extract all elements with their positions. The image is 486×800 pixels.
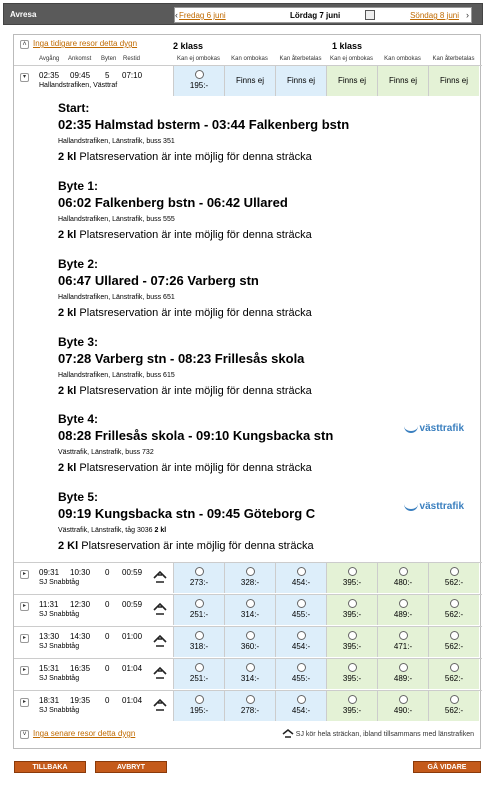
logo-text: västtrafik — [419, 423, 464, 434]
chevron-up-icon: ˄ — [20, 40, 29, 49]
trip-row[interactable] — [14, 626, 482, 656]
trip-row[interactable] — [14, 594, 482, 624]
price-cell[interactable] — [377, 627, 428, 657]
leg-heading: Byte 4: — [58, 412, 99, 426]
price: 562:- — [444, 674, 464, 683]
price-cell[interactable] — [275, 691, 326, 721]
leg-title: 07:28 Varberg stn - 08:23 Frillesås skola — [58, 351, 305, 366]
arr-time: 12:30 — [70, 600, 91, 609]
dep-time: 09:31 — [39, 568, 60, 577]
price-cell[interactable] — [173, 659, 224, 689]
footnote-text: SJ kör hela sträckan, ibland tillsammans med länstrafiken — [295, 730, 474, 738]
price-cell[interactable] — [224, 627, 275, 657]
operator: SJ Snabbtåg — [39, 643, 80, 650]
trip-list-panel — [13, 34, 481, 749]
leg-reservation — [58, 151, 478, 163]
current-day: Lördag 7 juni — [290, 11, 341, 20]
price-cell[interactable] — [173, 66, 224, 96]
price-cell[interactable] — [428, 691, 479, 721]
sj-logo-icon — [152, 666, 168, 682]
leg-res-text: Platsreservation är inte möjlig för denna sträcka — [76, 462, 312, 474]
arr-time: 10:30 — [70, 568, 91, 577]
radio-button[interactable] — [399, 631, 408, 640]
page-title: Avresa — [10, 10, 37, 19]
leg-0 — [58, 101, 478, 163]
earlier-trips-link[interactable] — [20, 39, 137, 49]
arr-time: 09:45 — [70, 71, 91, 80]
leg-title: 06:47 Ullared - 07:26 Varberg stn — [58, 273, 259, 288]
leg-reservation — [58, 540, 478, 552]
price: 395:- — [342, 610, 362, 619]
col-sub-1: Kan ombokas — [231, 56, 268, 62]
price: Finns ej — [235, 76, 264, 85]
price-cell[interactable] — [275, 595, 326, 625]
price: 562:- — [444, 706, 464, 715]
changes: 0 — [105, 664, 110, 673]
operator: SJ Snabbtåg — [39, 707, 80, 714]
price-cell[interactable] — [326, 595, 377, 625]
sj-logo-icon — [152, 698, 168, 714]
radio-button[interactable] — [348, 567, 357, 576]
sj-logo-icon — [282, 729, 294, 739]
operator: SJ Snabbtåg — [39, 675, 80, 682]
price-cell[interactable] — [377, 691, 428, 721]
price-cell[interactable] — [428, 595, 479, 625]
price: 195:- — [189, 706, 209, 715]
price-cell[interactable] — [173, 563, 224, 593]
radio-button[interactable] — [195, 663, 204, 672]
leg-res-text: Platsreservation är inte möjlig för denna sträcka — [78, 540, 314, 552]
arr-time: 14:30 — [70, 632, 91, 641]
price-cell[interactable] — [377, 659, 428, 689]
leg-operator-text: Västtrafik, Länstrafik, tåg 3036 — [58, 527, 153, 534]
price-cell[interactable] — [275, 563, 326, 593]
radio-button[interactable] — [348, 599, 357, 608]
chevron-left-icon[interactable]: ‹ — [175, 10, 178, 20]
col-sub-3: Kan ej ombokas — [329, 56, 374, 62]
back-button[interactable]: TILLBAKA — [14, 761, 86, 773]
price: 314:- — [240, 610, 260, 619]
expand-icon[interactable]: ▸ — [20, 634, 29, 643]
price-cell — [275, 66, 326, 96]
price: 273:- — [189, 578, 209, 587]
sj-logo-icon — [152, 634, 168, 650]
leg-class: 2 kl — [58, 462, 77, 474]
price-cell[interactable] — [224, 659, 275, 689]
price: 195:- — [189, 81, 209, 90]
radio-button[interactable] — [399, 663, 408, 672]
leg-class: 2 kl — [58, 385, 77, 397]
price: 454:- — [291, 706, 311, 715]
price: 395:- — [342, 578, 362, 587]
vasttrafik-logo — [404, 501, 464, 512]
price: Finns ej — [337, 76, 366, 85]
price-cell — [224, 66, 275, 96]
col-ankomst: Ankomst — [68, 56, 92, 62]
chevron-down-icon: ˅ — [20, 730, 29, 739]
cancel-button[interactable]: AVBRYT — [95, 761, 167, 773]
radio-button[interactable] — [348, 631, 357, 640]
price: Finns ej — [388, 76, 417, 85]
radio-button[interactable] — [246, 631, 255, 640]
col-avgang: Avgång — [39, 56, 60, 62]
changes: 0 — [105, 632, 110, 641]
leg-operator — [58, 527, 478, 534]
duration: 01:04 — [122, 664, 143, 673]
price: Finns ej — [286, 76, 315, 85]
price-cell[interactable] — [428, 659, 479, 689]
leg-heading: Byte 5: — [58, 490, 99, 504]
radio-button[interactable] — [450, 631, 459, 640]
dep-time: 15:31 — [39, 664, 60, 673]
price: 395:- — [342, 706, 362, 715]
radio-button[interactable] — [450, 567, 459, 576]
price-cell[interactable] — [275, 627, 326, 657]
price: 314:- — [240, 674, 260, 683]
expand-icon[interactable]: ▸ — [20, 602, 29, 611]
radio-button[interactable] — [297, 599, 306, 608]
price: 318:- — [189, 642, 209, 651]
price-cell — [428, 66, 479, 96]
col-restid: Restid — [123, 56, 141, 62]
leg-class: 2 kl — [58, 151, 77, 163]
expand-icon[interactable]: ▸ — [20, 570, 29, 579]
leg-title: 08:28 Frillesås skola - 09:10 Kungsbacka stn — [58, 428, 334, 443]
duration: 00:59 — [122, 568, 143, 577]
class1-header: 1 klass — [332, 41, 363, 51]
leg-heading: Start: — [58, 101, 90, 115]
changes: 0 — [105, 696, 110, 705]
radio-button[interactable] — [297, 695, 306, 704]
sj-logo-icon — [152, 570, 168, 586]
leg-operator: Hallandstrafiken, Länstrafik, buss 555 — [58, 216, 175, 223]
leg-5 — [58, 490, 478, 552]
price-cell[interactable] — [224, 563, 275, 593]
leg-res-text: Platsreservation är inte möjlig för denna sträcka — [76, 151, 312, 163]
price: 251:- — [189, 610, 209, 619]
leg-heading: Byte 3: — [58, 335, 99, 349]
changes: 0 — [105, 600, 110, 609]
price: 480:- — [393, 578, 413, 587]
radio-button[interactable] — [450, 663, 459, 672]
leg-operator-class: 2 kl — [154, 527, 167, 534]
col-sub-5: Kan återbetalas — [432, 56, 475, 62]
price-cell — [326, 66, 377, 96]
trip-row[interactable] — [14, 690, 482, 720]
price: 455:- — [291, 610, 311, 619]
price-cell[interactable] — [275, 659, 326, 689]
leg-1 — [58, 179, 478, 241]
leg-reservation — [58, 385, 478, 397]
leg-2 — [58, 257, 478, 319]
operator: Hallandstrafiken, Västtraf — [39, 82, 118, 89]
radio-button[interactable] — [297, 567, 306, 576]
date-navigator — [174, 7, 472, 23]
earlier-trips-label: Inga tidigare resor detta dygn — [33, 39, 138, 48]
price-cell[interactable] — [377, 563, 428, 593]
price: 395:- — [342, 674, 362, 683]
price: 360:- — [240, 642, 260, 651]
radio-button[interactable] — [195, 599, 204, 608]
trip-row-selected[interactable] — [14, 65, 482, 95]
header-bar — [3, 3, 483, 25]
radio-button[interactable] — [246, 599, 255, 608]
later-trips-label: Inga senare resor detta dygn — [33, 729, 136, 738]
radio-button[interactable] — [450, 695, 459, 704]
leg-heading: Byte 1: — [58, 179, 99, 193]
price: 489:- — [393, 674, 413, 683]
arr-time: 19:35 — [70, 696, 91, 705]
duration: 01:00 — [122, 632, 143, 641]
price-cell[interactable] — [428, 627, 479, 657]
arr-time: 16:35 — [70, 664, 91, 673]
price: 562:- — [444, 642, 464, 651]
radio-button[interactable] — [348, 695, 357, 704]
leg-title: 09:19 Kungsbacka stn - 09:45 Göteborg C — [58, 506, 316, 521]
duration: 07:10 — [122, 71, 143, 80]
radio-button[interactable] — [195, 631, 204, 640]
price: 471:- — [393, 642, 413, 651]
price: 489:- — [393, 610, 413, 619]
calendar-icon[interactable] — [365, 10, 375, 20]
col-sub-2: Kan återbetalas — [279, 56, 322, 62]
dep-time: 18:31 — [39, 696, 60, 705]
leg-title: 06:02 Falkenberg bstn - 06:42 Ullared — [58, 195, 288, 210]
dep-time: 11:31 — [39, 600, 59, 609]
price-cell[interactable] — [326, 627, 377, 657]
radio-button[interactable] — [348, 663, 357, 672]
expand-icon[interactable]: ▸ — [20, 666, 29, 675]
collapse-icon[interactable]: ▾ — [20, 73, 29, 82]
radio-button[interactable] — [246, 663, 255, 672]
logo-text: västtrafik — [419, 501, 464, 512]
leg-operator: Hallandstrafiken, Länstrafik, buss 615 — [58, 372, 175, 379]
leg-res-text: Platsreservation är inte möjlig för denna sträcka — [76, 229, 312, 241]
price: 455:- — [291, 674, 311, 683]
price: Finns ej — [439, 76, 468, 85]
leg-4 — [58, 412, 478, 474]
radio-button[interactable] — [450, 599, 459, 608]
duration: 00:59 — [122, 600, 143, 609]
price: 454:- — [291, 578, 311, 587]
class2-header: 2 klass — [173, 41, 204, 51]
leg-class: 2 kl — [58, 229, 77, 241]
later-trips-link[interactable] — [20, 729, 135, 739]
price-cell[interactable] — [224, 691, 275, 721]
leg-3 — [58, 335, 478, 397]
operator: SJ Snabbtåg — [39, 579, 80, 586]
trip-row[interactable] — [14, 562, 482, 592]
price-cell[interactable] — [173, 627, 224, 657]
price-cell — [377, 66, 428, 96]
col-byten: Byten — [101, 56, 117, 62]
next-day-link[interactable]: Söndag 8 juni — [410, 11, 459, 20]
prev-day-link[interactable]: Fredag 6 juni — [179, 11, 226, 20]
leg-reservation — [58, 462, 478, 474]
price-cell[interactable] — [326, 563, 377, 593]
sj-logo-icon — [152, 602, 168, 618]
bird-icon — [404, 501, 418, 511]
operator: SJ Snabbtåg — [39, 611, 80, 618]
next-button[interactable]: GÅ VIDARE — [413, 761, 481, 773]
chevron-right-icon[interactable]: › — [466, 10, 469, 20]
price: 490:- — [393, 706, 413, 715]
sj-footnote — [282, 729, 474, 739]
bird-icon — [404, 423, 418, 433]
price: 454:- — [291, 642, 311, 651]
leg-res-text: Platsreservation är inte möjlig för denna sträcka — [76, 385, 312, 397]
changes: 0 — [105, 568, 110, 577]
price: 328:- — [240, 578, 260, 587]
vasttrafik-logo — [404, 423, 464, 434]
radio-button[interactable] — [195, 567, 204, 576]
col-sub-0: Kan ej ombokas — [176, 56, 221, 62]
leg-reservation — [58, 229, 478, 241]
radio-button[interactable] — [297, 663, 306, 672]
leg-operator: Västtrafik, Länstrafik, buss 732 — [58, 449, 154, 456]
expand-icon[interactable]: ▸ — [20, 698, 29, 707]
leg-res-text: Platsreservation är inte möjlig för denna sträcka — [76, 307, 312, 319]
radio-button[interactable] — [195, 70, 204, 79]
leg-reservation — [58, 307, 478, 319]
price-cell[interactable] — [173, 691, 224, 721]
price: 278:- — [240, 706, 260, 715]
price: 395:- — [342, 642, 362, 651]
price-cell[interactable] — [326, 691, 377, 721]
radio-button[interactable] — [246, 567, 255, 576]
radio-button[interactable] — [246, 695, 255, 704]
price-cell[interactable] — [428, 563, 479, 593]
dep-time: 13:30 — [39, 632, 60, 641]
leg-title: 02:35 Halmstad bsterm - 03:44 Falkenberg bstn — [58, 117, 350, 132]
radio-button[interactable] — [399, 599, 408, 608]
radio-button[interactable] — [195, 695, 204, 704]
dep-time: 02:35 — [39, 71, 60, 80]
price: 251:- — [189, 674, 209, 683]
price-cell[interactable] — [173, 595, 224, 625]
radio-button[interactable] — [399, 695, 408, 704]
price-cell[interactable] — [224, 595, 275, 625]
duration: 01:04 — [122, 696, 143, 705]
trip-row[interactable] — [14, 658, 482, 688]
leg-heading: Byte 2: — [58, 257, 99, 271]
leg-operator: Hallandstrafiken, Länstrafik, buss 651 — [58, 294, 175, 301]
leg-class: 2 Kl — [58, 540, 79, 552]
col-sub-4: Kan ombokas — [384, 56, 421, 62]
price-cell[interactable] — [326, 659, 377, 689]
price: 562:- — [444, 578, 464, 587]
leg-class: 2 kl — [58, 307, 77, 319]
price: 562:- — [444, 610, 464, 619]
leg-operator: Hallandstrafiken, Länstrafik, buss 351 — [58, 138, 175, 145]
changes: 5 — [105, 71, 110, 80]
radio-button[interactable] — [297, 631, 306, 640]
price-cell[interactable] — [377, 595, 428, 625]
radio-button[interactable] — [399, 567, 408, 576]
